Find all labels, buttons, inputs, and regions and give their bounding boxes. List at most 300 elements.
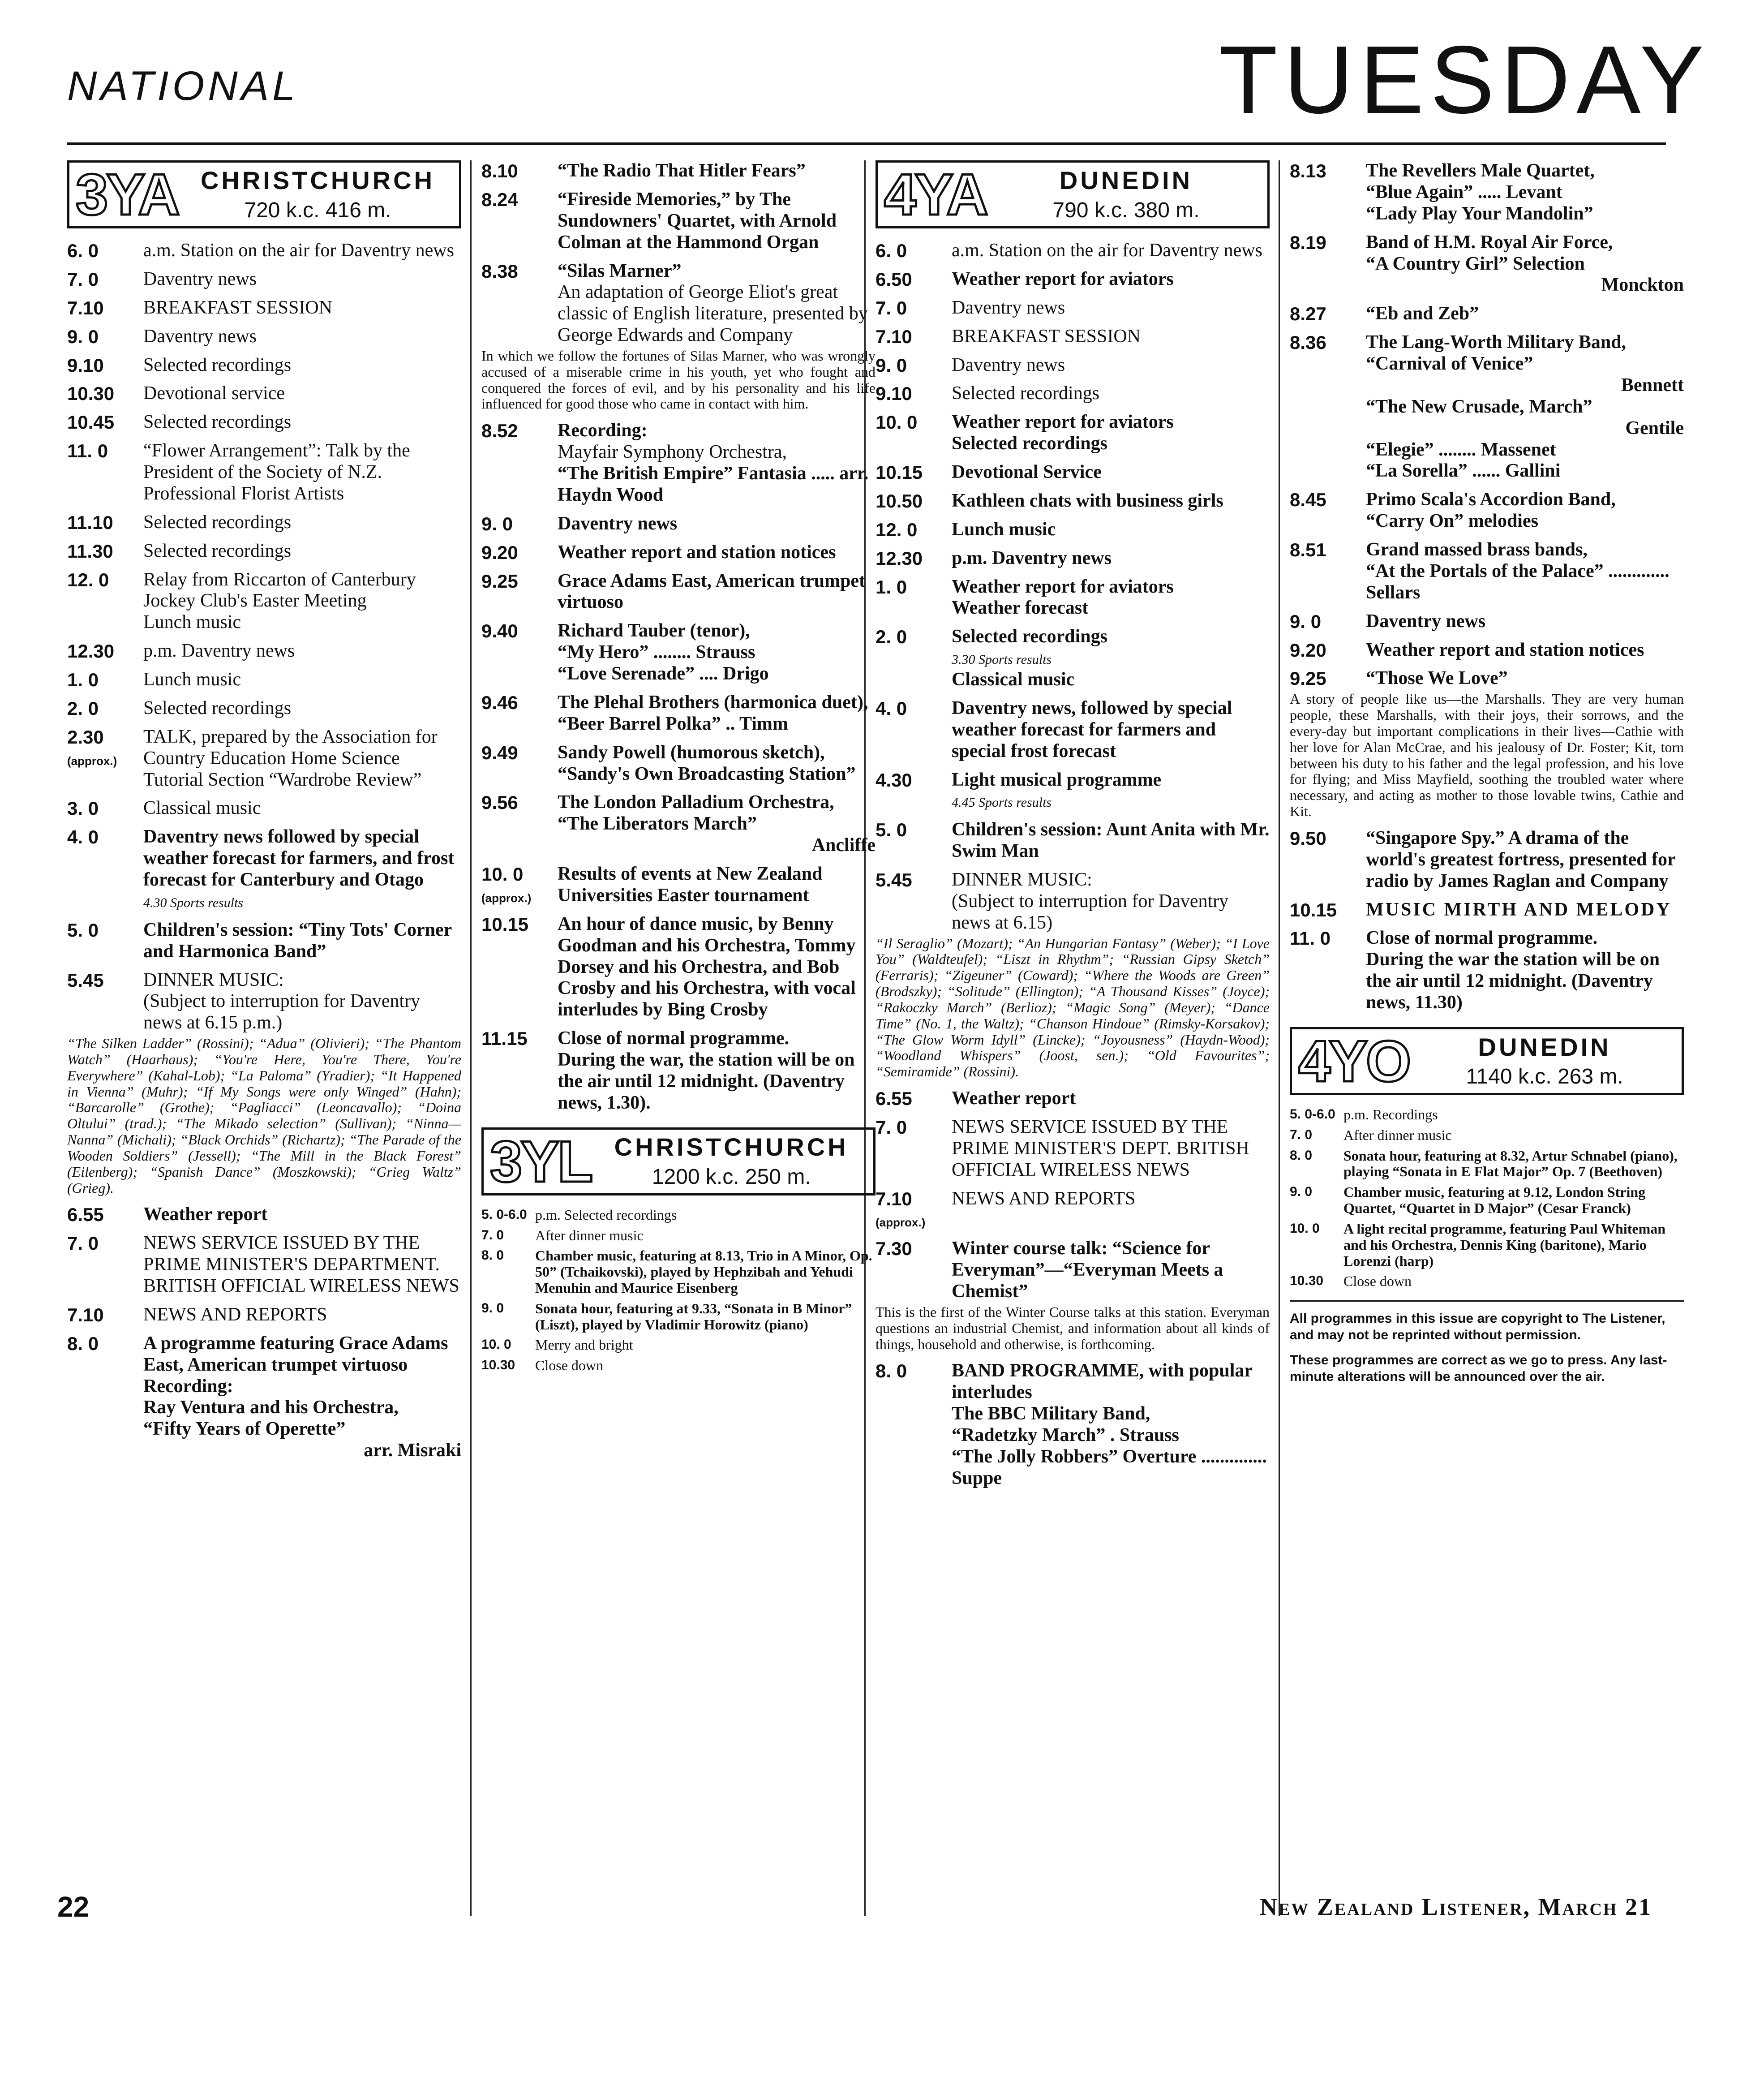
time: 10. 0 xyxy=(481,1337,511,1352)
programme-entry xyxy=(67,297,461,319)
time: 9. 0 xyxy=(1290,611,1322,632)
programme-entry xyxy=(1290,1221,1684,1269)
description: Sonata hour, featuring at 8.32, Artur Schnabel (piano), playing “Sonata in E Flat Major” Op. 7 (Beethoven) xyxy=(1343,1147,1678,1180)
description: p.m. Recordings xyxy=(1343,1106,1438,1122)
description: After dinner music xyxy=(535,1227,644,1243)
programme-entry xyxy=(67,512,461,533)
header-rule xyxy=(67,142,1666,145)
description: Daventry news xyxy=(952,297,1065,318)
programme-entry xyxy=(876,490,1270,512)
description-line: Monckton xyxy=(1601,275,1684,296)
programme-entry xyxy=(876,626,1270,691)
description: The London Palladium Orchestra, xyxy=(558,792,834,813)
programme-note: This is the first of the Winter Course talks at this station. Everyman questions an industrial Chemist, and information about all kinds of things, household and otherwise, is forthcoming. xyxy=(876,1303,1270,1352)
description: Classical music xyxy=(143,798,261,819)
programme-entry xyxy=(481,1301,876,1333)
description-line: “Fifty Years of Operette” xyxy=(143,1419,346,1440)
time: 7. 0 xyxy=(67,1233,99,1254)
description-line: “The Jolly Robbers” Overture .............. Suppe xyxy=(952,1446,1267,1488)
time: 11.10 xyxy=(67,512,113,533)
description: “Those We Love” xyxy=(1366,668,1508,689)
time: 10.15 xyxy=(1290,899,1337,920)
programme-entry xyxy=(876,1238,1270,1303)
description: Relay from Riccarton of Canterbury Jockey Club's Easter Meeting xyxy=(143,569,416,611)
time: 7. 0 xyxy=(1290,1127,1313,1142)
time: 10. 0 xyxy=(876,412,918,433)
description-line: (Subject to interruption for Daventry news at 6.15) xyxy=(952,890,1229,933)
description-line: During the war, the station will be on the air until 12 midnight. (Daventry news, 1.30). xyxy=(558,1049,855,1113)
description: Richard Tauber (tenor), xyxy=(558,620,750,641)
programme-entry xyxy=(1290,828,1684,892)
programme-entry xyxy=(876,383,1270,404)
time: 9.25 xyxy=(1290,668,1326,689)
description: Recording: xyxy=(558,420,648,441)
time: 8.52 xyxy=(481,420,518,442)
description: p.m. Daventry news xyxy=(143,641,295,662)
description: NEWS AND REPORTS xyxy=(952,1188,1136,1209)
correction-text: These programmes are correct as we go to press. Any last-minute alterations will be announced over the air. xyxy=(1290,1353,1667,1384)
time: 8.13 xyxy=(1290,160,1326,181)
station-frequency: 720 k.c. 416 m. xyxy=(244,198,391,222)
description: “Flower Arrangement”: Talk by the President of the Society of N.Z. Professional Florist Artists xyxy=(143,440,410,504)
programme-entry xyxy=(876,1088,1270,1110)
time: 9. 0 xyxy=(67,326,99,347)
description: Light musical programme xyxy=(952,769,1162,790)
time: 7. 0 xyxy=(481,1227,504,1243)
time: 10.30 xyxy=(1290,1273,1324,1289)
programme-entry xyxy=(481,1028,876,1114)
time: 5. 0-6.0 xyxy=(1290,1106,1335,1122)
programme-entry xyxy=(876,240,1270,262)
programme-entry xyxy=(481,1228,876,1244)
station-callsign: 4YO xyxy=(1298,1028,1410,1094)
time: 5. 0-6.0 xyxy=(481,1207,527,1222)
description-line: Bennett xyxy=(1621,374,1684,396)
programme-entry xyxy=(1290,640,1684,661)
station-city: CHRISTCHURCH xyxy=(200,166,435,194)
description: Close down xyxy=(535,1357,603,1374)
time: 9. 0 xyxy=(481,1300,504,1316)
programme-entry xyxy=(67,569,461,634)
description-line: “The New Crusade, March” xyxy=(1366,396,1592,417)
programme-entry xyxy=(1290,928,1684,1014)
description-line: “At the Portals of the Palace” ............. Sellars xyxy=(1366,560,1670,603)
description: NEWS SERVICE ISSUED BY THE PRIME MINISTER'S DEPT. BRITISH OFFICIAL WIRELESS NEWS xyxy=(952,1116,1249,1180)
time: 11. 0 xyxy=(1290,928,1331,949)
description: Chamber music, featuring at 9.12, London String Quartet, “Quartet in D Major” (Cesar Franck) xyxy=(1343,1184,1646,1217)
column-4ya xyxy=(876,160,1270,1916)
description-line: “Carnival of Venice” xyxy=(1366,353,1533,374)
time: 12. 0 xyxy=(67,569,109,590)
description-line: “La Sorella” ...... Gallini xyxy=(1366,460,1561,482)
time: 10. 0 xyxy=(481,864,524,885)
description: A light recital programme, featuring Paul Whiteman and his Orchestra, Dennis King (baritone), Mario Lorenzi (harp) xyxy=(1343,1220,1666,1269)
programme-entry xyxy=(481,864,876,907)
description: Devotional Service xyxy=(952,462,1102,482)
station-box-3ya xyxy=(67,160,461,228)
time: 3. 0 xyxy=(67,798,99,819)
column-divider xyxy=(470,160,472,1916)
time-note: (approx.) xyxy=(67,754,117,768)
description: a.m. Station on the air for Daventry news xyxy=(143,240,454,261)
time: 8.36 xyxy=(1290,332,1326,353)
time: 5. 0 xyxy=(67,919,99,941)
description: TALK, prepared by the Association for Country Education Home Science Tutorial Section “Wardrobe Review” xyxy=(143,726,438,790)
description: Close down xyxy=(1343,1273,1412,1290)
description: BREAKFAST SESSION xyxy=(143,297,333,318)
programme-entry xyxy=(1290,1107,1684,1123)
description: Selected recordings xyxy=(143,540,292,561)
time: 9.10 xyxy=(67,354,104,376)
time: 9. 0 xyxy=(1290,1184,1313,1200)
programme-entry xyxy=(67,1204,461,1226)
description: Selected recordings xyxy=(952,626,1107,647)
description: Sonata hour, featuring at 9.33, “Sonata in B Minor” (Liszt), played by Vladimir Horowitz (piano) xyxy=(535,1300,852,1333)
description: Selected recordings xyxy=(143,697,292,718)
description: Grace Adams East, American trumpet virtuoso xyxy=(558,570,866,613)
time: 10.30 xyxy=(67,383,115,404)
description: BAND PROGRAMME, with popular interludes xyxy=(952,1360,1253,1403)
programme-entry xyxy=(876,1360,1270,1489)
programme-entry xyxy=(876,269,1270,290)
time: 11. 0 xyxy=(67,440,108,462)
time-note: (approx.) xyxy=(481,891,532,905)
description-line: Mayfair Symphony Orchestra, xyxy=(558,442,787,463)
description-line: Selected recordings xyxy=(952,433,1107,454)
description: a.m. Station on the air for Daventry news xyxy=(952,240,1262,261)
description: After dinner music xyxy=(1343,1127,1452,1143)
description-line: “A Country Girl” Selection xyxy=(1366,253,1585,274)
description: “Fireside Memories,” by The Sundowners' Quartet, with Arnold Colman at the Hammond Organ xyxy=(558,189,837,253)
description-line: Weather forecast xyxy=(952,598,1089,619)
column-3ya-continued xyxy=(481,160,876,1916)
time: 12.30 xyxy=(67,641,115,662)
time: 10.30 xyxy=(481,1358,515,1373)
time: 9.20 xyxy=(1290,639,1326,661)
programme-entry xyxy=(1290,668,1684,689)
description-line: During the war the station will be on the air until 12 midnight. (Daventry news, 11.30) xyxy=(1366,949,1660,1013)
programme-entry xyxy=(1290,332,1684,482)
programme-entry xyxy=(481,620,876,685)
programme-entry xyxy=(876,819,1270,862)
description: MUSIC MIRTH AND MELODY xyxy=(1366,899,1672,920)
time: 9.10 xyxy=(876,383,912,404)
time-note: (approx.) xyxy=(876,1216,926,1230)
description-line: “Beer Barrel Polka” .. Timm xyxy=(558,713,788,734)
time: 5.45 xyxy=(67,969,104,991)
time: 7.10 xyxy=(67,1304,104,1325)
time: 9.46 xyxy=(481,692,518,713)
sub-entry: 4.30 Sports results xyxy=(143,895,244,910)
time: 7. 0 xyxy=(876,297,907,318)
station-box-3yl xyxy=(481,1127,876,1196)
programme-entry xyxy=(1290,489,1684,532)
programme-entry xyxy=(876,770,1270,813)
description-line: “Elegie” ........ Massenet xyxy=(1366,439,1556,460)
programme-entry xyxy=(67,826,461,912)
description: An hour of dance music, by Benny Goodman and his Orchestra, Tommy Dorsey and his Orchestra, and Bob Crosby and his Orchestra, with vocal interludes by Bing Crosby xyxy=(558,913,856,1020)
time: 9.40 xyxy=(481,620,518,642)
programme-entry xyxy=(481,914,876,1021)
description: NEWS SERVICE ISSUED BY THE PRIME MINISTER'S DEPARTMENT. BRITISH OFFICIAL WIRELESS NEWS xyxy=(143,1233,459,1297)
programme-entry xyxy=(481,571,876,614)
time: 9.56 xyxy=(481,792,518,813)
description: Devotional service xyxy=(143,383,285,404)
programme-entry xyxy=(67,1233,461,1297)
programme-entry xyxy=(876,576,1270,619)
description: Lunch music xyxy=(952,519,1056,540)
description-line: Lunch music xyxy=(143,612,241,633)
description: Weather report xyxy=(143,1204,268,1225)
column-divider xyxy=(1279,160,1280,1916)
programme-entry xyxy=(876,355,1270,376)
description-line: “My Hero” ........ Strauss xyxy=(558,642,755,663)
programme-entry xyxy=(481,160,876,182)
description: “The Radio That Hitler Fears” xyxy=(558,160,806,181)
time: 1. 0 xyxy=(67,669,99,690)
time: 5. 0 xyxy=(876,819,907,841)
time: 7. 0 xyxy=(876,1116,907,1138)
time: 7.10 xyxy=(876,1188,912,1209)
time: 6. 0 xyxy=(876,240,907,261)
programme-entry xyxy=(481,792,876,856)
time: 9. 0 xyxy=(876,354,907,376)
time: 8.10 xyxy=(481,160,518,181)
time: 8.19 xyxy=(1290,232,1326,253)
column-4ya-continued xyxy=(1290,160,1684,1916)
programme-entry xyxy=(481,1207,876,1223)
station-callsign: 3YA xyxy=(76,162,178,227)
description: Daventry news followed by special weather forecast for farmers, and frost forecast for Canterbury and Otago xyxy=(143,826,455,890)
programme-entry xyxy=(1290,303,1684,325)
description-line: Recording: xyxy=(143,1376,233,1397)
time: 10.45 xyxy=(67,412,115,433)
time: 9.49 xyxy=(481,742,518,763)
programme-entry xyxy=(67,798,461,819)
description: The Plehal Brothers (harmonica duet), xyxy=(558,692,868,713)
day-title: TUESDAY xyxy=(1219,26,1710,133)
programme-entry xyxy=(67,920,461,963)
station-city: CHRISTCHURCH xyxy=(614,1133,849,1161)
programme-entry xyxy=(481,189,876,254)
description: Children's session: Aunt Anita with Mr. Swim Man xyxy=(952,819,1270,862)
programme-entry xyxy=(67,1333,461,1462)
programme-entry xyxy=(876,869,1270,934)
description: Selected recordings xyxy=(143,412,292,433)
station-box-4ya xyxy=(876,160,1270,228)
time: 9.50 xyxy=(1290,827,1326,849)
time: 9.20 xyxy=(481,542,518,563)
station-box-4yo xyxy=(1290,1027,1684,1095)
description: Daventry news xyxy=(558,513,678,534)
time: 1. 0 xyxy=(876,576,907,598)
programme-entry xyxy=(876,548,1270,569)
description: Results of events at New Zealand Universities Easter tournament xyxy=(558,864,823,906)
programme-entry xyxy=(1290,1184,1684,1217)
station-city: DUNEDIN xyxy=(1059,166,1193,194)
programme-entry xyxy=(67,727,461,791)
description: Weather report for aviators xyxy=(952,412,1174,433)
description-line: The BBC Military Band, xyxy=(952,1403,1150,1424)
description: Weather report and station notices xyxy=(1366,639,1644,660)
time: 4. 0 xyxy=(876,697,907,719)
description: Primo Scala's Accordion Band, xyxy=(1366,489,1616,510)
programme-entry xyxy=(876,412,1270,455)
programme-entry xyxy=(876,698,1270,762)
time: 8.45 xyxy=(1290,489,1326,511)
programme-entry xyxy=(1290,1148,1684,1180)
programme-entry xyxy=(481,542,876,563)
description: Weather report and station notices xyxy=(558,542,836,563)
time: 11.30 xyxy=(67,540,113,562)
time: 8. 0 xyxy=(67,1333,99,1354)
copyright-text: All programmes in this issue are copyright to The Listener, and may not be reprinted without permission. xyxy=(1290,1311,1665,1342)
description-line: arr. Misraki xyxy=(364,1440,461,1461)
time: 12. 0 xyxy=(876,519,918,540)
programme-entry xyxy=(1290,232,1684,297)
programme-entry xyxy=(67,383,461,404)
programme-entry xyxy=(481,420,876,506)
programme-entry xyxy=(1290,1127,1684,1144)
programme-entry xyxy=(67,541,461,562)
description: Sandy Powell (humorous sketch), xyxy=(558,742,825,763)
description: Close of normal programme. xyxy=(1366,928,1598,949)
programme-entry xyxy=(876,462,1270,483)
dinner-music-list: “The Silken Ladder” (Rossini); “Adua” (Olivieri); “The Phantom Watch” (Haarhaus); “You're Here, You're There, You're Everywhere” (Kahal-Lob); “La Paloma” (Yradier); “It Happened in Vienna” (Muhr); “If My Songs were only Winged” (Hahn); “Barcarolle” (Grothe); “Pagliacci” (Leoncavallo); “Doina Oltului” (trad.); “The Mikado selection” (Sullivan); “Ninna—Nanna” (Michali); “Black Orchids” (Richartz); “The Parade of the Wooden Soldiers” (Jessell); “The Mill in the Black Forest” (Eilenberg); “Spanish Dance” (Moszkowski); “Grieg Waltz” (Grieg). xyxy=(67,1035,461,1196)
description-line: “The Liberators March” xyxy=(558,813,757,834)
description-line: “Love Serenade” .... Drigo xyxy=(558,663,769,684)
description: Chamber music, featuring at 8.13, Trio in A Minor, Op. 50” (Tchaikovski), played by Hephzibah and Yehudi Menuhin and Maurice Eisenberg xyxy=(535,1247,872,1296)
programme-entry xyxy=(1290,899,1684,921)
programme-entry xyxy=(67,269,461,290)
description: “Eb and Zeb” xyxy=(1366,303,1479,324)
description: Children's session: “Tiny Tots' Corner and Harmonica Band” xyxy=(143,919,452,962)
description: Weather report xyxy=(952,1088,1076,1109)
time: 2. 0 xyxy=(876,626,907,648)
page-number: 22 xyxy=(57,1891,90,1923)
description-line: “Sandy's Own Broadcasting Station” xyxy=(558,763,856,784)
programme-entry xyxy=(67,970,461,1034)
programme-entry xyxy=(481,1248,876,1296)
time: 11.15 xyxy=(481,1028,528,1049)
programme-entry xyxy=(876,326,1270,348)
description-line: Classical music xyxy=(952,669,1075,690)
sub-entry: 3.30 Sports results xyxy=(952,652,1052,667)
description-line: “Blue Again” ..... Levant xyxy=(1366,181,1562,202)
description: Weather report for aviators xyxy=(952,576,1174,597)
description: Weather report for aviators xyxy=(952,268,1174,289)
description-line: Ancliffe xyxy=(811,835,876,856)
station-callsign: 4YA xyxy=(884,162,987,227)
programme-entry xyxy=(67,1304,461,1326)
description-line: “Carry On” melodies xyxy=(1366,511,1538,532)
time: 8. 0 xyxy=(481,1248,504,1263)
time: 8.51 xyxy=(1290,539,1326,560)
time: 9.25 xyxy=(481,570,518,592)
time: 4. 0 xyxy=(67,826,99,848)
station-frequency: 790 k.c. 380 m. xyxy=(1052,198,1200,222)
description: Lunch music xyxy=(143,669,241,690)
description: Merry and bright xyxy=(535,1337,633,1353)
description: The Lang-Worth Military Band, xyxy=(1366,332,1627,353)
description: Close of normal programme. xyxy=(558,1028,790,1049)
programme-entry xyxy=(481,513,876,535)
time: 6.50 xyxy=(876,268,912,290)
time: 5.45 xyxy=(876,869,912,890)
station-callsign: 3YL xyxy=(490,1128,592,1194)
column-3ya xyxy=(67,160,461,1916)
time: 8.38 xyxy=(481,260,518,282)
station-frequency: 1140 k.c. 263 m. xyxy=(1466,1065,1623,1089)
description: Grand massed brass bands, xyxy=(1366,539,1588,560)
description-line: (Subject to interruption for Daventry news at 6.15 p.m.) xyxy=(143,991,421,1033)
time: 10.15 xyxy=(876,462,923,483)
description: “Singapore Spy.” A drama of the world's greatest fortress, presented for radio by James Raglan and Company xyxy=(1366,827,1675,891)
time: 8. 0 xyxy=(876,1360,907,1382)
programme-entry xyxy=(1290,1273,1684,1290)
time: 8.27 xyxy=(1290,303,1326,325)
description-line: “Lady Play Your Mandolin” xyxy=(1366,203,1593,224)
description-line: Ray Ventura and his Orchestra, xyxy=(143,1397,399,1418)
programme-note: A story of people like us—the Marshalls. They are very human people, these Marshalls, with their joys, their sorrows, and the every-day but important complications in their lives—Cathie with her love for Alan McCrae, and his jealousy of Dr. Foster; Kit, torn between his duty to his father and the legal profession, and his love for flying; and Miss Mayfield, soothing the troubled water where necessary, and acting as mother to those lovable twins, Cathie and Kit. xyxy=(1290,691,1684,820)
publication-credit: New Zealand Listener, March 21 xyxy=(1259,1893,1652,1920)
programme-entry xyxy=(481,1358,876,1374)
description: BREAKFAST SESSION xyxy=(952,326,1141,347)
time: 2.30 xyxy=(67,726,104,748)
description-line: An adaptation of George Eliot's great classic of English literature, presented by George Edwards and Company xyxy=(558,282,868,346)
programme-entry xyxy=(67,240,461,262)
description: p.m. Selected recordings xyxy=(535,1206,677,1223)
time: 7. 0 xyxy=(67,268,99,290)
description: NEWS AND REPORTS xyxy=(143,1304,327,1325)
description: Selected recordings xyxy=(952,383,1100,404)
programme-note: In which we follow the fortunes of Silas Marner, who was wrongly accused of a miserable crime in his youth, yet who fought and conquered the forces of evil, and by his personality and his life influenced for good those who came in contact with him. xyxy=(481,348,876,412)
description: Daventry news xyxy=(952,354,1065,375)
programme-entry xyxy=(481,261,876,347)
time: 7.10 xyxy=(876,326,912,347)
description: Selected recordings xyxy=(143,354,292,375)
description: Daventry news xyxy=(143,326,257,347)
copyright-notice xyxy=(1290,1300,1684,1385)
programme-entry xyxy=(67,412,461,433)
programme-entry xyxy=(876,519,1270,541)
time: 6.55 xyxy=(876,1088,912,1110)
time: 6.55 xyxy=(67,1204,104,1226)
programme-entry xyxy=(876,1188,1270,1231)
dinner-music-list: “Il Seraglio” (Mozart); “An Hungarian Fantasy” (Weber); “I Love You” (Waldteufel); “Liszt in Rhythm”; “Russian Gipsy Sketch” (Ferraris); “Zigeuner” (Coward); “Where the Woods are Green” (Brodszky); “Solitude” (Ellington); “A Thousand Kisses” (Joyce); “Rakoczky March” (Berlioz); “Magic Song” (Meyer); “Dance Time” (No. 1, the Waltz); “Chanson Hindoue” (Rimsky-Korsakov); “The Glow Worm Idyll” (Lincke); “Joyousness” (Haydn-Wood); “Woodland Whispers” (Joost, sen.); “Old Favourites”; “Semiramide” (Rossini). xyxy=(876,935,1270,1080)
description: Kathleen chats with business girls xyxy=(952,490,1223,511)
description: Selected recordings xyxy=(143,512,292,533)
section-label: NATIONAL xyxy=(67,63,299,109)
time: 4.30 xyxy=(876,769,912,791)
description: DINNER MUSIC: xyxy=(143,969,284,990)
description: Winter course talk: “Science for Everyman”—“Everyman Meets a Chemist” xyxy=(952,1238,1223,1302)
description: A programme featuring Grace Adams East, American trumpet virtuoso xyxy=(143,1333,448,1375)
programme-entry xyxy=(876,297,1270,319)
time: 7.10 xyxy=(67,297,104,318)
sub-entry: 4.45 Sports results xyxy=(952,795,1052,810)
description-line: Gentile xyxy=(1625,417,1684,439)
time: 2. 0 xyxy=(67,697,99,719)
station-frequency: 1200 k.c. 250 m. xyxy=(652,1165,811,1189)
time: 10. 0 xyxy=(1290,1221,1320,1236)
programme-entry xyxy=(1290,611,1684,632)
time: 10.50 xyxy=(876,490,923,512)
description-line: “Radetzky March” . Strauss xyxy=(952,1425,1179,1446)
time: 8. 0 xyxy=(1290,1148,1313,1163)
time: 8.24 xyxy=(481,189,518,210)
programme-entry xyxy=(481,692,876,735)
